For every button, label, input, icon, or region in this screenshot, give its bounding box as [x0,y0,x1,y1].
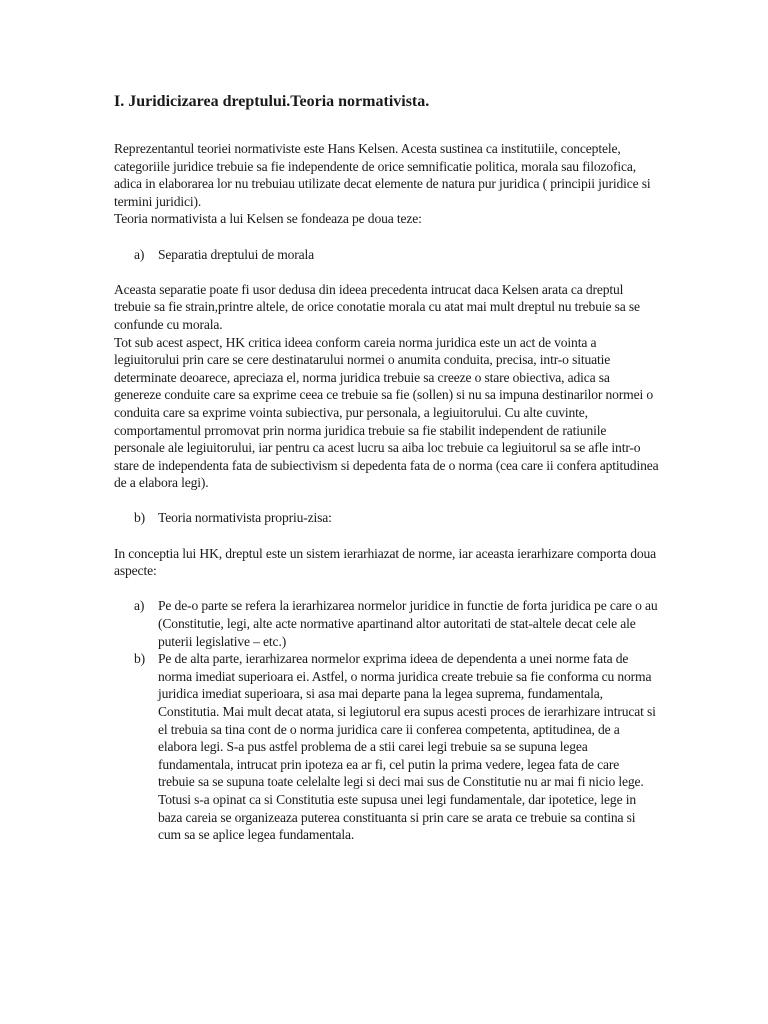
thesis-a-item [114,246,659,264]
aspect-text: Pe de alta parte, ierarhizarea normelor exprima ideea de dependenta a unei norme fata de norma imediat superioara ei. Astfel, o norma juridica create trebuie sa fie conforma cu norma juridica imediat superioara, si asa mai departe pana la legea suprema, fundamentala, Constitutia. Mai mult decat atata, si legiutorul era supus acesti proces de ierarhizare intrucat si el trebuia sa tina cont de o norma juridica care ii conferea competenta, aptitudinea, de a elabora legi. S-a pus astfel problema de a stii carei legi trebuie sa se supuna legea fundamentala, intrucat prin ipoteza ea ar fi, cel putin la prima vedere, legea fata de care trebuie sa se supuna toate celelalte legi si deci mai sus de Constitutie nu ar mai fi nicio lege. Totusi s-a opinat ca si Constitutia este supusa unei legi fundamentale, dar ipotetice, lege in baza careia se organizeaza puterea constituanta si prin care se arata ce trebuie sa contina si cum sa se aplice legea fundamentala. [158,651,656,843]
thesis-b-item [114,509,659,527]
spacer [114,263,659,281]
list-marker: b) [134,651,146,667]
thesis-b-heading: Teoria normativista propriu-zisa: [158,510,332,526]
document-title: I. Juridicizarea dreptului.Teoria normativista. [114,93,430,110]
list-marker: a) [134,598,145,614]
hk-critique-paragraph: Tot sub acest aspect, HK critica ideea conform careia norma juridica este un act de vointa a legiuitorului prin care se cere destinatarului normei o anumita conduita, precisa, intr-o situatie determinate deoarece, apreciaza el, norma juridica trebuie sa creeze o stare obiectiva, adica sa genereze conduite care sa exprime ceea ce trebuie sa fie (sollen) si nu sa impuna destinarilor normei o conduita care sa exprime vointa subiectiva, pur personala, a legiuitorului. Cu alte cuvinte, comportamentul prromovat prin norma juridica trebuie sa fie stabilit independent de ratiunile personale ale legiuitorului, iar pentru ca acest lucru sa aiba loc trebuie ca legiuitorul sa se afle intr-o stare de independenta fata de subiectivism si depedenta fata de o norma (cea care ii confera aptitudinea de a elabora legi). [114,334,659,491]
intro-paragraph: Reprezentantul teoriei normativiste este Hans Kelsen. Acesta sustinea ca institutiile, conceptele, categoriile juridice trebuie sa fie independente de orice semnificatie politica, morala sau filozofica, adica in elaborarea lor nu trebuiau utilizate decat elemente de natura pur juridica ( principii juridice si termini juridici). [114,141,651,209]
aspect-text: Pe de-o parte se refera la ierarhizarea normelor juridice in functie de forta juridica pe care o au (Constitutie, legi, alte acte normative apartinand altor autoritati de stat-altele decat cele ale puterii legislative – etc.) [158,598,658,649]
aspect-item-b [114,650,659,844]
list-marker: b) [134,510,146,526]
intro-theses-line: Teoria normativista a lui Kelsen se fondeaza pe doua teze: [114,211,422,227]
hierarchy-paragraph: In conceptia lui HK, dreptul este un sistem ierarhiazat de norme, iar aceasta ierarhizare comporta doua aspecte: [114,545,657,579]
aspect-item-a [114,597,659,650]
spacer [114,580,659,598]
spacer [114,527,659,545]
list-marker: a) [134,246,145,262]
separation-paragraph: Aceasta separatie poate fi usor dedusa din ideea precedenta intrucat daca Kelsen arata ca dreptul trebuie sa fie strain,printre altele, de orice conotatie morala cu atat mai mult dreptul nu trebuie sa se confunde cu morala. [114,281,640,332]
thesis-a-heading: Separatia dreptului de morala [158,246,315,262]
document-page [114,92,659,844]
spacer [114,492,659,510]
spacer [114,228,659,246]
